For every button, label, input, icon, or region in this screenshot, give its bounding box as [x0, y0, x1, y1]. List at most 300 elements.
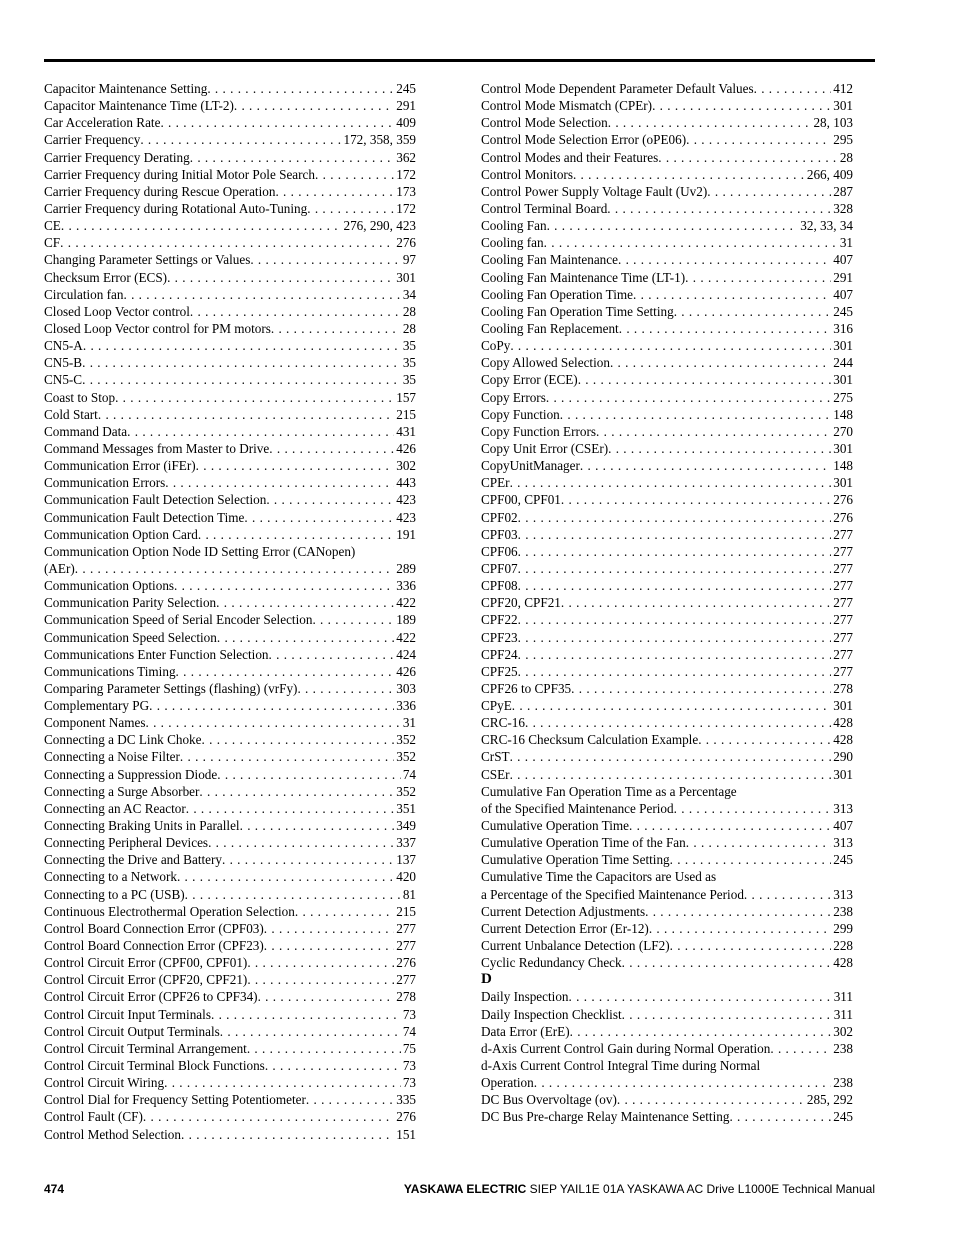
index-page-refs: 301	[833, 698, 853, 714]
index-page-refs: 443	[396, 475, 416, 491]
dot-leader	[306, 1091, 394, 1108]
dot-leader	[115, 389, 394, 406]
index-term: CPF24	[481, 646, 518, 662]
index-term: Communication Errors	[44, 475, 166, 491]
index-term: Connecting a Surge Absorber	[44, 783, 200, 799]
footer-manual-name: SIEP YAIL1E 01A YASKAWA AC Drive L1000E Technical Manual	[526, 1182, 875, 1196]
dot-leader	[670, 937, 832, 954]
index-term: Control Board Connection Error (CPF23)	[44, 938, 264, 954]
index-entry	[481, 817, 853, 834]
index-term: Command Data	[44, 423, 128, 439]
index-entry	[481, 1040, 853, 1057]
index-entry	[44, 114, 416, 131]
index-entry	[481, 234, 853, 251]
dot-leader	[652, 97, 831, 114]
dot-leader	[510, 748, 832, 765]
index-page-refs: 422	[396, 595, 416, 611]
index-entry	[481, 251, 853, 268]
index-term: Cumulative Operation Time	[481, 818, 629, 834]
index-entry	[44, 217, 416, 234]
dot-leader	[186, 800, 394, 817]
index-term: CPF23	[481, 629, 518, 645]
index-term: Cumulative Operation Time of the Fan	[481, 835, 686, 851]
dot-leader	[610, 354, 831, 371]
index-term: CPF03	[481, 526, 518, 542]
index-term: CRC-16 Checksum Calculation Example	[481, 732, 699, 748]
index-page-refs: 238	[833, 1040, 853, 1056]
dot-leader	[177, 868, 394, 885]
index-term: Carrier Frequency	[44, 132, 141, 148]
dot-leader	[61, 217, 342, 234]
index-entry	[44, 903, 416, 920]
dot-leader	[770, 1040, 831, 1057]
index-entry	[44, 423, 416, 440]
index-page-refs: 291	[833, 269, 853, 285]
index-entry	[44, 817, 416, 834]
index-page-refs: 426	[396, 440, 416, 456]
index-page-refs: 31	[402, 715, 416, 731]
index-entry	[481, 988, 853, 1005]
index-page-refs: 291	[396, 98, 416, 114]
index-page-refs: 302	[396, 458, 416, 474]
index-entry	[481, 97, 853, 114]
dot-leader	[250, 251, 400, 268]
index-term: Copy Error (ECE)	[481, 372, 578, 388]
index-entry	[44, 251, 416, 268]
dot-leader	[729, 1108, 831, 1125]
index-page-refs: 277	[396, 972, 416, 988]
index-entry	[481, 800, 853, 817]
index-term: Daily Inspection Checklist	[481, 1006, 622, 1022]
dot-leader	[75, 560, 394, 577]
index-term: Communication Speed of Serial Encoder Selection	[44, 612, 313, 628]
index-page-refs: 285, 292	[806, 1092, 853, 1108]
index-page-refs: 336	[396, 578, 416, 594]
index-page-refs: 428	[833, 715, 853, 731]
index-page-refs: 301	[833, 475, 853, 491]
index-page-refs: 407	[833, 286, 853, 302]
index-term: Cooling Fan Maintenance	[481, 252, 618, 268]
index-term: CSEr	[481, 766, 510, 782]
dot-leader	[295, 903, 394, 920]
index-page-refs: 352	[396, 732, 416, 748]
dot-leader	[297, 680, 394, 697]
index-term: Current Unbalance Detection (LF2)	[481, 938, 670, 954]
dot-leader	[307, 200, 394, 217]
index-page-refs: 407	[833, 252, 853, 268]
index-entry	[44, 594, 416, 611]
index-entry	[44, 577, 416, 594]
dot-leader	[622, 954, 832, 971]
index-entry	[44, 1108, 416, 1125]
index-entry	[44, 320, 416, 337]
index-page-refs: 245	[833, 303, 853, 319]
dot-leader	[265, 1057, 401, 1074]
index-page-refs: 336	[396, 698, 416, 714]
index-term: Cooling Fan Replacement	[481, 320, 619, 336]
dot-leader	[629, 817, 831, 834]
index-page-refs: 34	[402, 286, 416, 302]
dot-leader	[208, 834, 394, 851]
header-rule	[44, 59, 875, 62]
dot-leader	[645, 903, 831, 920]
index-entry	[481, 1074, 853, 1091]
dot-leader	[258, 988, 395, 1005]
index-entry	[481, 663, 853, 680]
index-term: a Percentage of the Specified Maintenance Period	[481, 886, 744, 902]
index-page-refs: 422	[396, 629, 416, 645]
index-term: Daily Inspection	[481, 989, 569, 1005]
dot-leader	[247, 971, 394, 988]
index-term: Communication Option Node ID Setting Error (CANopen)	[44, 543, 356, 559]
index-entry	[44, 149, 416, 166]
dot-leader	[569, 988, 832, 1005]
footer-brand: YASKAWA ELECTRIC	[403, 1182, 527, 1196]
index-entry	[44, 183, 416, 200]
dot-leader	[518, 543, 832, 560]
index-page-refs: 28	[402, 303, 416, 319]
index-page-refs: 28	[402, 320, 416, 336]
index-entry	[481, 920, 853, 937]
index-page-refs: 277	[833, 595, 853, 611]
index-page-refs: 74	[402, 1023, 416, 1039]
footer-manual-title	[404, 1182, 875, 1196]
index-page-refs: 409	[396, 115, 416, 131]
dot-leader	[174, 577, 394, 594]
index-entry	[481, 491, 853, 508]
index-term: CPF02	[481, 509, 518, 525]
index-term: CN5-C	[44, 372, 83, 388]
index-page-refs: 420	[396, 869, 416, 885]
index-page-refs: 303	[396, 680, 416, 696]
index-entry	[481, 200, 853, 217]
index-entry	[481, 457, 853, 474]
index-page-refs: 277	[833, 526, 853, 542]
index-entry	[481, 851, 853, 868]
dot-leader	[207, 80, 394, 97]
index-term: Control Circuit Terminal Block Functions	[44, 1058, 265, 1074]
index-page-refs: 81	[402, 886, 416, 902]
index-entry	[44, 988, 416, 1005]
index-entry	[481, 886, 853, 903]
index-page-refs: 302	[833, 1023, 853, 1039]
index-page-refs: 277	[833, 646, 853, 662]
index-term: Carrier Frequency during Initial Motor Pole Search	[44, 166, 316, 182]
index-page-refs: 351	[396, 800, 416, 816]
index-term: Data Error (ErE)	[481, 1023, 570, 1039]
index-term: Circulation fan	[44, 286, 124, 302]
index-entry	[481, 303, 853, 320]
dot-leader	[217, 629, 394, 646]
index-term: CopyUnitManager	[481, 458, 580, 474]
index-entry	[481, 1091, 853, 1108]
index-term: Cooling fan	[481, 235, 544, 251]
index-entry	[481, 543, 853, 560]
index-entry	[481, 748, 853, 765]
dot-leader	[518, 560, 832, 577]
index-term: CE	[44, 218, 61, 234]
index-term: Control Monitors	[481, 166, 573, 182]
index-term: Component Names	[44, 715, 146, 731]
index-term: Cooling Fan Operation Time	[481, 286, 634, 302]
index-entry	[44, 371, 416, 388]
index-term: CrST	[481, 749, 510, 765]
index-term: Control Mode Dependent Parameter Default Values	[481, 81, 754, 96]
index-entry	[44, 303, 416, 320]
dot-leader	[518, 577, 832, 594]
dot-leader	[707, 183, 831, 200]
index-column-right	[481, 80, 853, 1126]
index-page-refs: 275	[833, 389, 853, 405]
dot-leader	[82, 354, 401, 371]
index-page-refs: 407	[833, 818, 853, 834]
dot-leader	[98, 406, 394, 423]
index-term: d-Axis Current Control Gain during Normal Operation	[481, 1040, 771, 1056]
index-term: Cumulative Fan Operation Time as a Percentage	[481, 783, 737, 799]
dot-leader	[670, 851, 832, 868]
dot-leader	[190, 303, 401, 320]
index-term: Communication Speed Selection	[44, 629, 217, 645]
index-page-refs: 173	[396, 183, 416, 199]
index-page-refs: 290	[833, 749, 853, 765]
index-page-refs: 97	[402, 252, 416, 268]
index-term: Communications Enter Function Selection	[44, 646, 269, 662]
index-term: Cooling Fan	[481, 218, 547, 234]
index-page-refs: 277	[396, 920, 416, 936]
index-page-refs: 428	[833, 732, 853, 748]
index-entry	[44, 937, 416, 954]
dot-leader	[149, 697, 394, 714]
index-term: Communications Timing	[44, 663, 176, 679]
dot-leader	[127, 423, 394, 440]
index-entry	[44, 1040, 416, 1057]
index-page-refs: 215	[396, 903, 416, 919]
index-page-refs: 295	[833, 132, 853, 148]
index-term: Copy Unit Error (CSEr)	[481, 440, 609, 456]
index-term: Control Fault (CF)	[44, 1109, 143, 1125]
dot-leader	[275, 183, 394, 200]
index-page-refs: 277	[833, 543, 853, 559]
index-entry	[44, 783, 416, 800]
index-entry	[44, 800, 416, 817]
dot-leader	[744, 886, 831, 903]
index-page-refs: 278	[833, 680, 853, 696]
index-term: Capacitor Maintenance Time (LT-2)	[44, 98, 234, 114]
index-term: Control Circuit Output Terminals	[44, 1023, 220, 1039]
dot-leader	[561, 491, 831, 508]
index-entry	[481, 166, 853, 183]
dot-leader	[247, 954, 394, 971]
index-page-refs: 151	[396, 1126, 416, 1142]
index-term: Copy Function Errors	[481, 423, 597, 439]
index-entry	[44, 851, 416, 868]
index-term: Connecting an AC Reactor	[44, 800, 186, 816]
index-entry	[44, 286, 416, 303]
index-entry	[481, 937, 853, 954]
index-term: Copy Allowed Selection	[481, 355, 610, 371]
index-term: Cooling Fan Operation Time Setting	[481, 303, 674, 319]
index-term: Communication Options	[44, 578, 175, 594]
dot-leader	[518, 646, 832, 663]
index-term: CPF00, CPF01	[481, 492, 561, 508]
index-term: Cumulative Operation Time Setting	[481, 852, 670, 868]
index-term: Copy Errors	[481, 389, 546, 405]
index-page-refs: 311	[833, 989, 853, 1005]
index-term: Cumulative Time the Capacitors are Used as	[481, 869, 717, 885]
index-entry	[44, 491, 416, 508]
index-page-refs: 277	[833, 578, 853, 594]
index-term: Carrier Frequency during Rescue Operation	[44, 183, 276, 199]
index-entry	[481, 423, 853, 440]
index-term: Control Board Connection Error (CPF03)	[44, 920, 264, 936]
dot-leader	[264, 920, 394, 937]
index-term: Connecting to a PC (USB)	[44, 886, 185, 902]
index-entry	[481, 131, 853, 148]
index-page-refs: 245	[833, 1109, 853, 1125]
index-term: Cyclic Redundancy Check	[481, 955, 622, 971]
index-entry	[44, 886, 416, 903]
index-entry	[481, 1057, 853, 1074]
index-page-refs: 157	[396, 389, 416, 405]
index-page-refs: 32, 33, 34	[800, 218, 853, 234]
index-entry	[481, 783, 853, 800]
dot-leader	[234, 97, 394, 114]
index-page-refs: 313	[833, 800, 853, 816]
dot-leader	[60, 234, 394, 251]
index-term: Control Circuit Error (CPF20, CPF21)	[44, 972, 248, 988]
index-term: DC Bus Overvoltage (ov)	[481, 1092, 617, 1108]
dot-leader	[560, 406, 831, 423]
index-term: CPF06	[481, 543, 518, 559]
index-entry	[481, 337, 853, 354]
dot-leader	[196, 457, 395, 474]
index-term: Operation	[481, 1075, 534, 1091]
index-term: Carrier Frequency Derating	[44, 149, 190, 165]
index-term: Control Modes and their Features	[481, 149, 659, 165]
index-page-refs: 245	[396, 81, 416, 96]
index-entry	[44, 1023, 416, 1040]
index-page-refs: 423	[396, 492, 416, 508]
index-entry	[481, 594, 853, 611]
index-page-refs: 301	[833, 98, 853, 114]
index-term: Communication Error (iFEr)	[44, 458, 196, 474]
dot-leader	[633, 286, 831, 303]
index-entry	[44, 748, 416, 765]
index-page-refs: 35	[402, 372, 416, 388]
dot-leader	[165, 474, 394, 491]
index-page-refs: 362	[396, 149, 416, 165]
index-page-refs: 276	[833, 509, 853, 525]
dot-leader	[510, 766, 832, 783]
index-entry	[44, 80, 416, 97]
dot-leader	[123, 286, 400, 303]
dot-leader	[525, 714, 831, 731]
index-entry	[481, 406, 853, 423]
index-page-refs: 311	[833, 1006, 853, 1022]
index-term: Cooling Fan Maintenance Time (LT-1)	[481, 269, 686, 285]
index-page-refs: 137	[396, 852, 416, 868]
index-entry	[44, 731, 416, 748]
index-term: CPF26 to CPF35	[481, 680, 572, 696]
index-entry	[481, 611, 853, 628]
index-term: Control Mode Mismatch (CPEr)	[481, 98, 653, 114]
index-entry	[44, 457, 416, 474]
index-entry	[44, 474, 416, 491]
index-entry	[44, 269, 416, 286]
index-term: Control Circuit Error (CPF00, CPF01)	[44, 955, 248, 971]
index-entry	[44, 200, 416, 217]
index-term: CPF07	[481, 560, 518, 576]
index-page-refs: 301	[833, 372, 853, 388]
dot-leader	[202, 731, 395, 748]
index-entry	[44, 440, 416, 457]
dot-leader	[573, 166, 805, 183]
dot-leader	[160, 114, 394, 131]
index-term: Closed Loop Vector control for PM motors	[44, 320, 271, 336]
dot-leader	[269, 646, 395, 663]
index-page-refs: 301	[396, 269, 416, 285]
dot-leader	[546, 389, 831, 406]
dot-leader	[185, 886, 401, 903]
index-term: Capacitor Maintenance Setting	[44, 81, 208, 96]
dot-leader	[674, 303, 832, 320]
index-entry	[44, 766, 416, 783]
index-entry	[44, 714, 416, 731]
index-term: CPyE	[481, 698, 512, 714]
index-entry	[44, 1057, 416, 1074]
index-page-refs: 289	[396, 560, 416, 576]
index-entry	[481, 217, 853, 234]
dot-leader	[216, 594, 394, 611]
index-page-refs: 352	[396, 783, 416, 799]
index-term: CPF22	[481, 612, 518, 628]
dot-leader	[617, 1091, 805, 1108]
index-term: Connecting Braking Units in Parallel	[44, 818, 240, 834]
index-term: Command Messages from Master to Drive	[44, 440, 270, 456]
dot-leader	[578, 371, 832, 388]
index-page-refs: 31	[839, 235, 853, 251]
index-entry	[481, 389, 853, 406]
index-page-refs: 277	[396, 938, 416, 954]
index-entry	[44, 509, 416, 526]
index-entry	[44, 1074, 416, 1091]
index-page-refs: 189	[396, 612, 416, 628]
index-term: (AEr)	[44, 560, 75, 576]
index-page-refs: 423	[396, 509, 416, 525]
index-page-refs: 276	[396, 1109, 416, 1125]
index-term: Control Dial for Frequency Setting Potentiometer	[44, 1092, 306, 1108]
dot-leader	[190, 149, 394, 166]
index-term: CPF25	[481, 663, 518, 679]
index-term: Control Method Selection	[44, 1126, 181, 1142]
page-number: 474	[44, 1182, 65, 1196]
dot-leader	[140, 131, 341, 148]
dot-leader	[211, 1006, 401, 1023]
index-entry	[481, 269, 853, 286]
index-term: Communication Fault Detection Time	[44, 509, 245, 525]
index-term: Connecting to a Network	[44, 869, 177, 885]
dot-leader	[143, 1108, 394, 1125]
index-entry	[44, 663, 416, 680]
dot-leader	[510, 474, 832, 491]
index-term: DC Bus Pre-charge Relay Maintenance Setting	[481, 1109, 730, 1125]
index-page-refs: 276, 290, 423	[343, 218, 416, 234]
index-term: Comparing Parameter Settings (flashing) (vrFy)	[44, 680, 298, 696]
index-page-refs: 74	[402, 766, 416, 782]
index-page-refs: 148	[833, 406, 853, 422]
index-entry	[481, 1108, 853, 1125]
dot-leader	[754, 80, 832, 97]
